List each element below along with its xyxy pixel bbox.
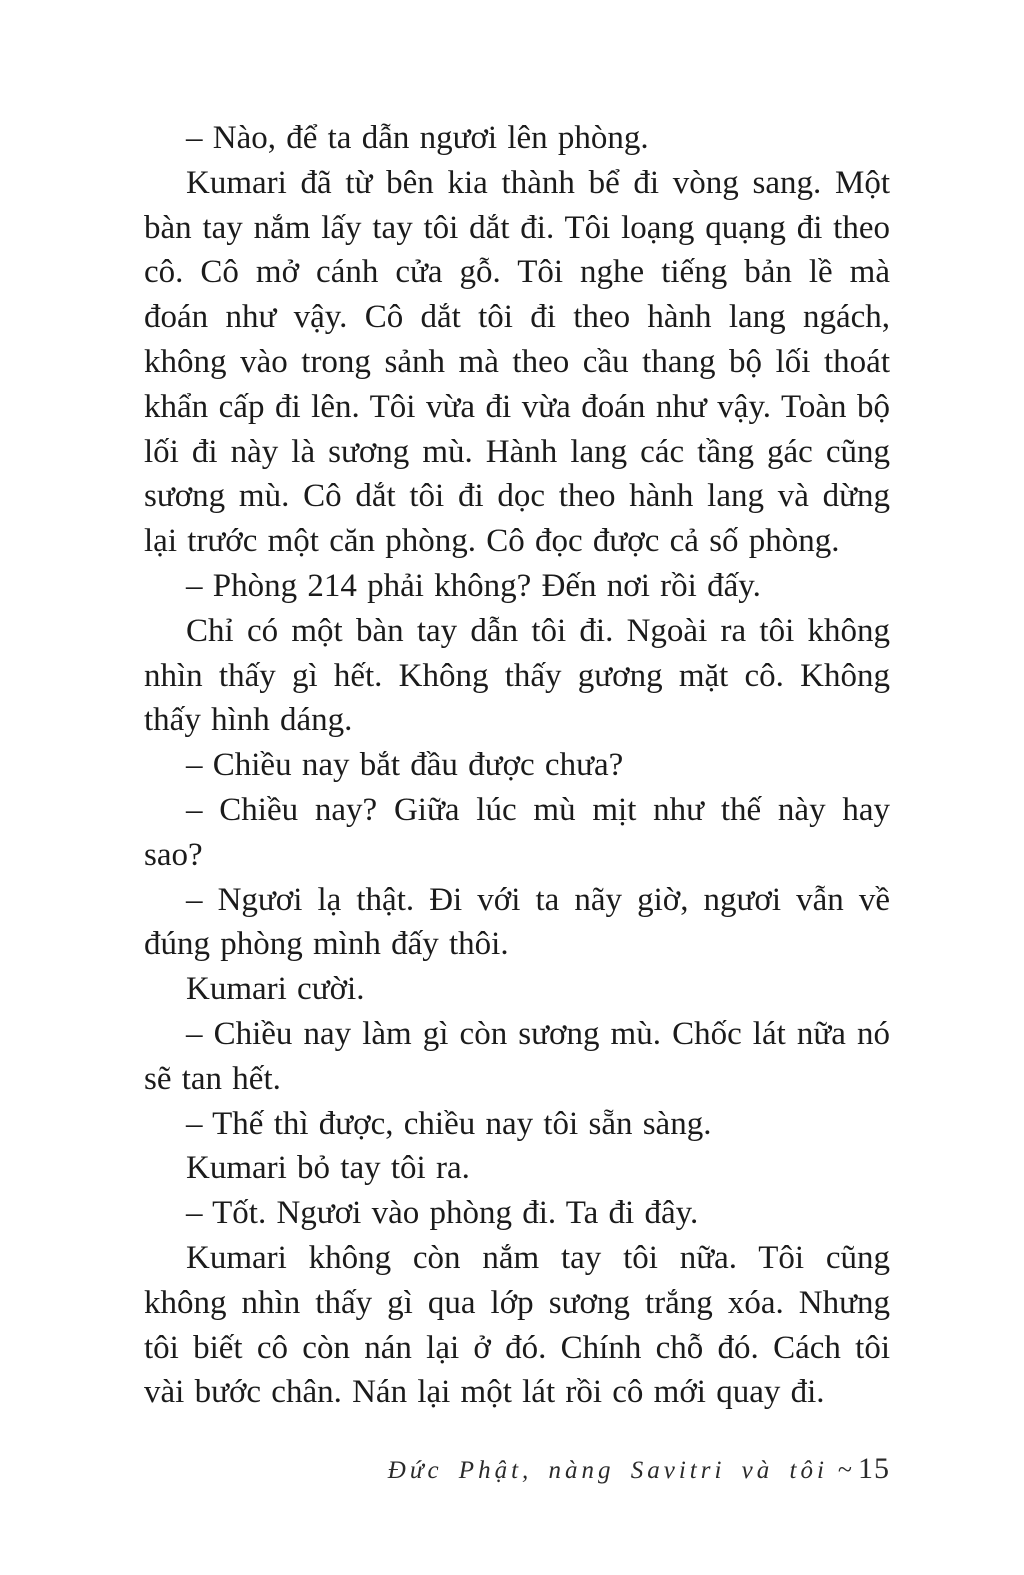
text-block <box>144 116 890 1415</box>
running-footer <box>144 1452 890 1486</box>
footer-page-number: 15 <box>858 1452 890 1485</box>
paragraph: – Tốt. Ngươi vào phòng đi. Ta đi đây. <box>186 1195 699 1232</box>
paragraph: – Chiều nay bắt đầu được chưa? <box>186 747 624 784</box>
paragraph: Chỉ có một bàn tay dẫn tôi đi. Ngoài ra tôi không nhìn thấy gì hết. Không thấy gương mặt cô. Không thấy hình dáng. <box>144 612 890 739</box>
footer-book-title: Đức Phật, nàng Savitri và tôi <box>387 1457 828 1484</box>
paragraph: Kumari bỏ tay tôi ra. <box>186 1150 470 1187</box>
paragraph: – Chiều nay làm gì còn sương mù. Chốc lát nữa nó sẽ tan hết. <box>144 1015 890 1097</box>
paragraph: – Phòng 214 phải không? Đến nơi rồi đấy. <box>186 567 761 604</box>
paragraph: – Nào, để ta dẫn ngươi lên phòng. <box>186 120 649 156</box>
paragraph: Kumari cười. <box>186 971 365 1008</box>
paragraph: Kumari không còn nắm tay tôi nữa. Tôi cũng không nhìn thấy gì qua lớp sương trắng xóa. Nhưng tôi biết cô còn nán lại ở đó. Chính chỗ đó. Cách tôi vài bước chân. Nán lại một lát rồi cô mới quay đi. <box>144 1239 890 1411</box>
footer-separator: ~ <box>837 1455 852 1484</box>
paragraph: – Ngươi lạ thật. Đi với ta nãy giờ, ngươi vẫn về đúng phòng mình đấy thôi. <box>144 881 890 963</box>
paragraph: Kumari đã từ bên kia thành bể đi vòng sang. Một bàn tay nắm lấy tay tôi dắt đi. Tôi loạng quạng đi theo cô. Cô mở cánh cửa gỗ. Tôi nghe tiếng bản lề mà đoán như vậy. Cô dắt tôi đi theo hành lang ngách, không vào trong sảnh mà theo cầu thang bộ lối thoát khẩn cấp đi lên. Tôi vừa đi vừa đoán như vậy. Toàn bộ lối đi này là sương mù. Hành lang các tầng gác cũng sương mù. Cô dắt tôi đi dọc theo hành lang và dừng lại trước một căn phòng. Cô đọc được cả số phòng. <box>144 164 890 560</box>
paragraph: – Chiều nay? Giữa lúc mù mịt như thế này hay sao? <box>144 791 890 873</box>
paragraph: – Thế thì được, chiều nay tôi sẵn sàng. <box>186 1105 712 1142</box>
